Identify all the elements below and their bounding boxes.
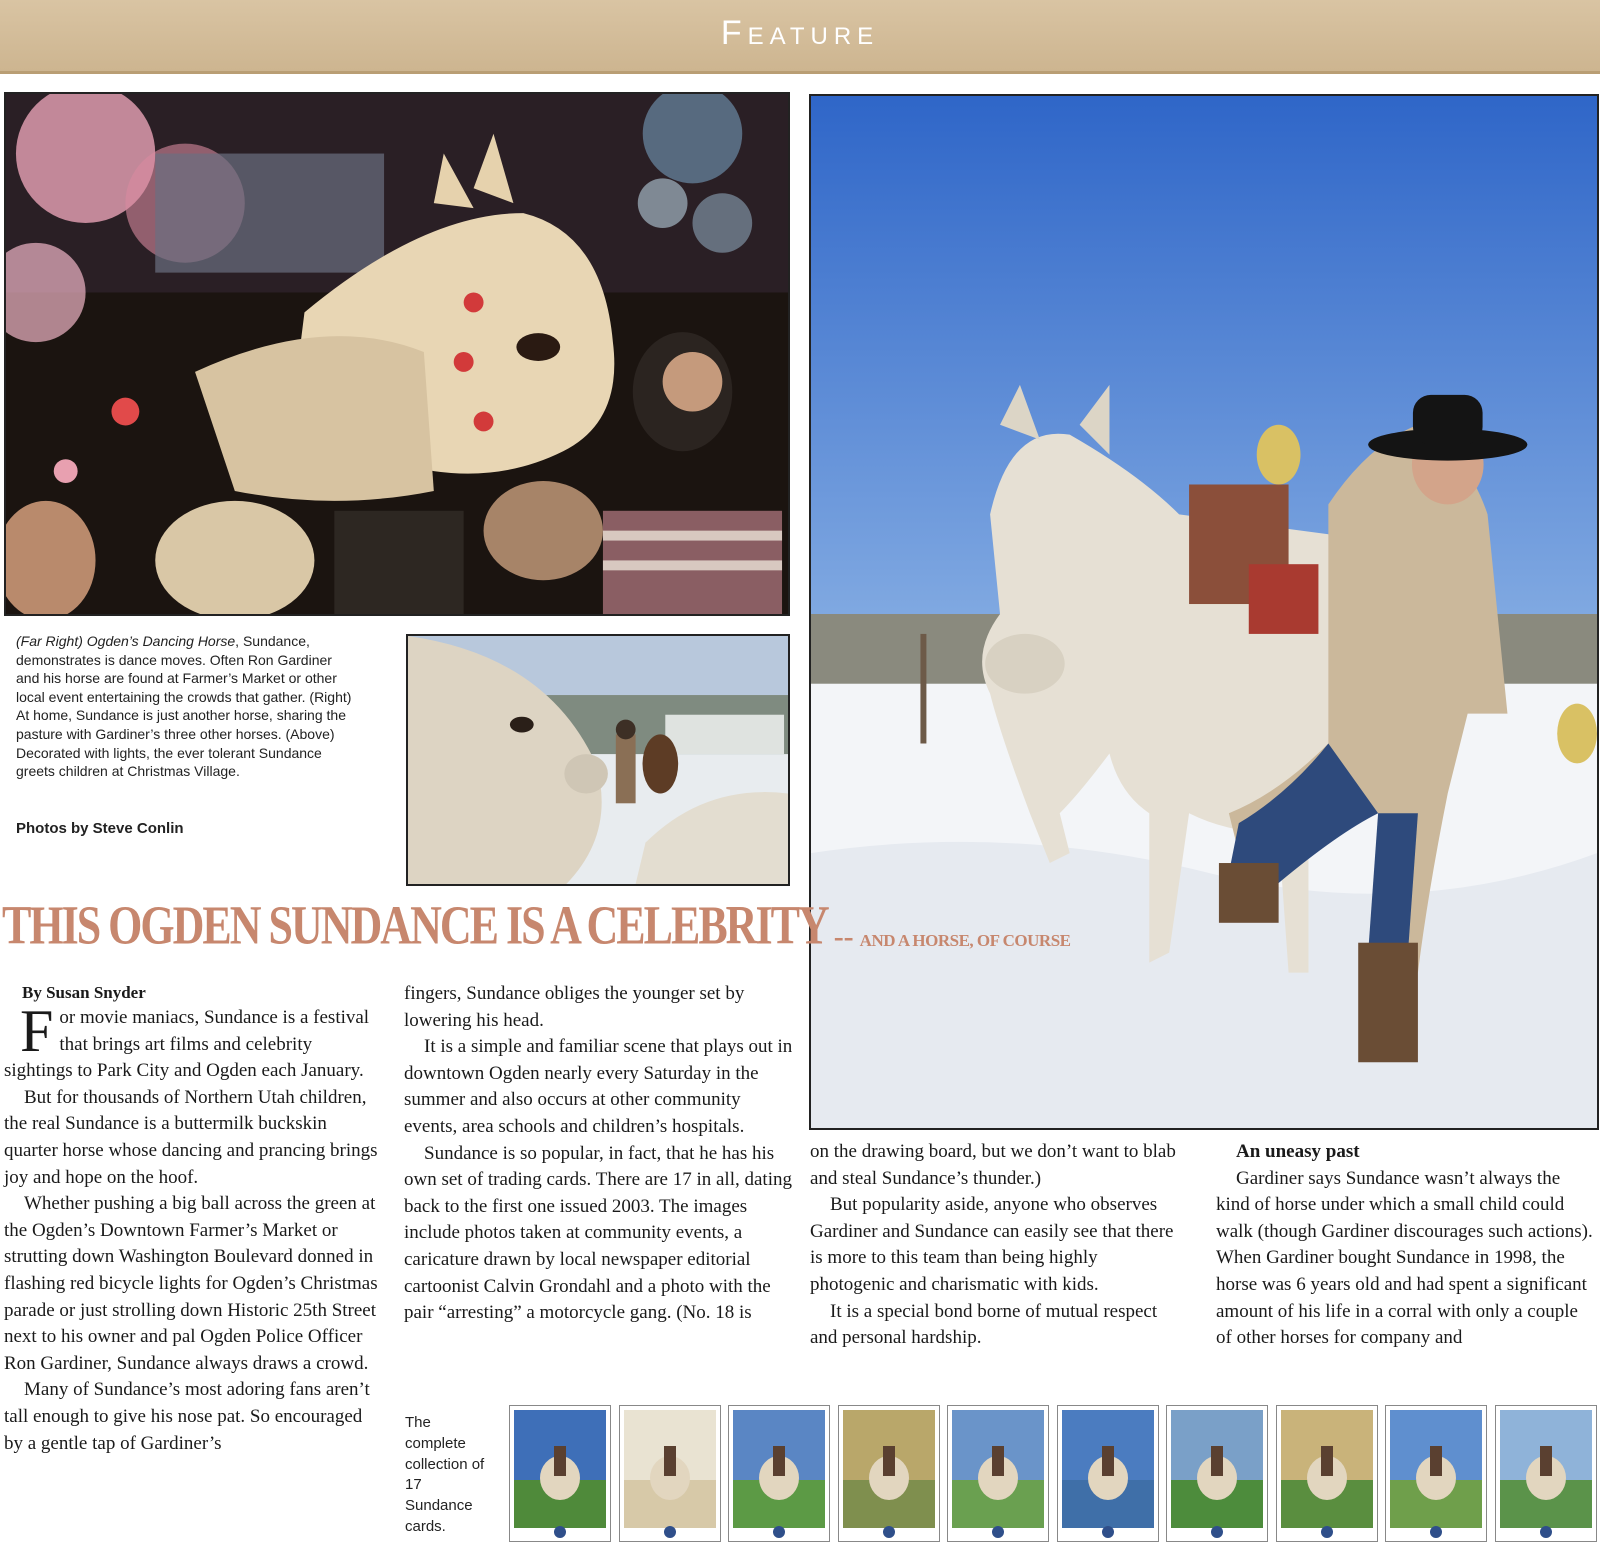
pasture-photo [406, 634, 790, 886]
paragraph: It is a special bond borne of mutual respect and personal hardship. [810, 1300, 1158, 1349]
trading-card-icon [947, 1405, 1049, 1542]
article-column-2 [404, 981, 794, 1327]
paragraph: Many of Sundance’s most adoring fans aren’t tall enough to give his nose pat. So encouraged by a gentle tap of Gardiner’s [4, 1379, 370, 1454]
photo-credit: Photos by Steve Conlin [16, 820, 184, 837]
horse-crowd-christmas-photo-icon [6, 94, 788, 614]
trading-card-icon [1057, 1405, 1159, 1542]
section-banner [0, 0, 1600, 74]
photo-caption [16, 632, 352, 781]
trading-card-icon [838, 1405, 940, 1542]
dropcap: F [20, 998, 54, 1064]
main-photo [809, 94, 1599, 1130]
trading-card-icon [619, 1405, 721, 1542]
trading-card-icon [1166, 1405, 1268, 1542]
article-column-4 [1216, 1139, 1596, 1352]
paragraph: Gardiner says Sundance wasn’t always the kind of horse under which a small child could walk (though Gardiner discourages such actions). When Gardiner bought Sundance in 1998, the horse was 6 years old and had spent a significant amount of his life in a corral with only a couple of other horses for company and [1216, 1167, 1593, 1349]
article-column-1 [4, 981, 382, 1457]
christmas-village-photo [4, 92, 790, 616]
cards-caption: The complete collection of 17 Sundance cards. [405, 1414, 485, 1535]
trading-card-icon [1385, 1405, 1487, 1542]
article-headline [2, 894, 1071, 957]
article-column-3 [810, 1139, 1180, 1352]
trading-card-icon [1495, 1405, 1597, 1542]
paragraph: Whether pushing a big ball across the green at the Ogden’s Downtown Farmer’s Market or strutting down Washington Boulevard donned in flashing red bicycle lights for Ogden’s Christmas parade or just strolling down Historic 25th Street next to his owner and pal Ogden Police Officer Ron Gardiner, Sundance always draws a crowd. [4, 1193, 378, 1374]
caption-text: , Sundance, demonstrates is dance moves. Often Ron Gardiner and his horse are found at Farmer’s Market or other local event entertaining the crowds that gather. (Right) At home, Sundance is just another horse, sharing the pasture with Gardiner’s three other horses. (Above) Decorated with lights, the ever tolerant Sundance greets children at Christmas Village. [16, 633, 352, 780]
trading-card-icon [509, 1405, 611, 1542]
paragraph: fingers, Sundance obliges the younger set by lowering his head. [404, 983, 745, 1031]
horse-dancing-snow-photo-icon [811, 96, 1597, 1128]
headline-subtitle: AND A HORSE, OF COURSE [859, 931, 1071, 950]
headline-main: THIS OGDEN SUNDANCE IS A CELEBRITY [2, 894, 828, 956]
paragraph: or movie maniacs, Sundance is a festival that brings art films and celebrity sightings to Park City and Ogden each January. [4, 1007, 370, 1082]
horse-pasture-photo-icon [408, 636, 788, 884]
trading-card-icon [1276, 1405, 1378, 1542]
paragraph: But popularity aside, anyone who observes Gardiner and Sundance can easily see that there is more to this team than being highly photogenic and charismatic with kids. [810, 1194, 1174, 1295]
headline-dash: -- [833, 920, 854, 953]
byline: By Susan Snyder [22, 983, 146, 1002]
paragraph: Sundance is so popular, in fact, that he has his own set of trading cards. There are 17 in all, dating back to the first one issued 2003. The images include photos taken at community events, a caricature drawn by local newspaper editorial cartoonist Calvin Grondahl and a photo with the pair “arresting” a motorcycle gang. (No. 18 is [404, 1142, 792, 1324]
paragraph: It is a simple and familiar scene that plays out in downtown Ogden nearly every Saturday in the summer and also occurs at other community events, area schools and children’s hospitals. [404, 1036, 793, 1137]
caption-lead: (Far Right) Ogden’s Dancing Horse [16, 633, 236, 649]
paragraph: on the drawing board, but we don’t want to blab and steal Sundance’s thunder.) [810, 1141, 1176, 1189]
paragraph: But for thousands of Northern Utah children, the real Sundance is a buttermilk buckskin quarter horse whose dancing and prancing brings joy and hope on the hoof. [4, 1086, 378, 1188]
trading-card-icon [728, 1405, 830, 1542]
subhead: An uneasy past [1236, 1141, 1360, 1162]
section-label: Feature [720, 14, 880, 52]
